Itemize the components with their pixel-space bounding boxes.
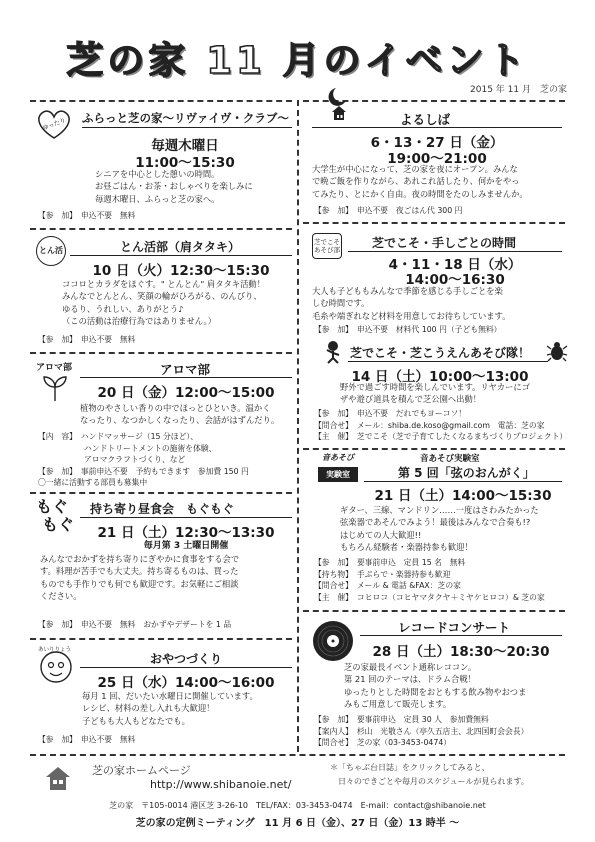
event-date-oyatsu: 25 日（水）14:00〜16:00 xyxy=(97,675,275,691)
event-day-relive: 毎週木曜日 xyxy=(151,138,219,154)
title-underline xyxy=(80,517,292,518)
event-info-record: 【参 加】 要事前申込 定員 30 人 参加費無料 【案内人】 杉山 光敬さん（亭久五店主、北四国町会会長） 【問合せ】 芝の家（03-3453-0474） xyxy=(314,715,529,747)
event-date-aroma: 20 日（金）12:00〜15:00 xyxy=(97,385,275,401)
event-desc-mogumogu: みんなでおかずを持ち寄りにぎやかに食事をする会で す。料理が苦手でも大丈夫。持ち寄るものは、買った ものでも手作りでも何でも歓迎です。お気軽にご相談 ください。 xyxy=(40,554,240,601)
event-info-oyatsu: 【参 加】 申込不要 無料 xyxy=(38,735,136,744)
event-title-tonkatsu: とん活部（肩タタキ） xyxy=(120,240,241,254)
event-desc-oyatsu: 毎月 1 回、だいたい水曜日に開催しています。 レシピ、材料の差し入れも大歓迎！ 子どもも大人もどなたでも。 xyxy=(82,691,258,726)
event-title-ongaku: 第 5 回「弦のおんがく」 xyxy=(398,466,535,480)
divider xyxy=(303,222,565,224)
event-info-relive: 【参 加】 申込不要 無料 xyxy=(38,211,136,220)
divider xyxy=(30,352,292,354)
title-underline xyxy=(312,127,562,128)
aroma-label: アロマ部 xyxy=(36,363,73,373)
event-desc-aroma: 植物のやさしい香りの中でほっとひといき。温かく なったり、なつかしくなったり、会話がはずんだり。 xyxy=(80,403,280,426)
event-pre-ongaku: 音あそび実験室 xyxy=(420,454,480,464)
event-time-relive: 11:00〜15:30 xyxy=(135,155,235,171)
event-title-record: レコードコンサート xyxy=(398,620,511,635)
divider xyxy=(30,638,292,640)
moon-house-icon xyxy=(322,86,352,122)
event-desc-record: 芝の家最長イベント通称レココン。 第 21 回のテーマは、ドラム合戦！ ゆったりとした時間をおともする飲み物やおつま みもご用意して販売します。 xyxy=(344,662,527,709)
event-sub-mogumogu: 毎月第 3 土曜日開催 xyxy=(143,541,229,551)
homepage-label: 芝の家ホームページ xyxy=(92,764,191,777)
page-title: 芝の家 11 月のイベント xyxy=(66,39,529,82)
tonkatsu-badge-icon: とん活 xyxy=(36,236,66,266)
record-icon xyxy=(312,620,354,662)
footer-meeting: 芝の家の定例ミーティング 11 月 6 日（金）、27 日（金）13 時半 〜 xyxy=(135,818,460,829)
event-title-oyatsu: おやつづくり xyxy=(150,652,223,666)
divider xyxy=(303,448,565,450)
event-desc-asobitai: 野外で過ごす時間を楽しんでいます。リヤカーにゴ ザや遊び道具を積んで芝公園へ出動！ xyxy=(340,382,531,405)
page-subtitle: 2015 年 11 月 芝の家 xyxy=(470,85,567,95)
homepage-url[interactable]: http://www.shibanoie.net/ xyxy=(150,778,292,791)
event-desc-ongaku: ギター、三線、マンドリン……一度はさわみたかった 弦楽器であそんでみよう！最後はみんなで合奏も!? はじめての人大歓迎!! もちろん経験者・楽器持参も歓迎！ xyxy=(340,505,539,552)
face-badge-text: あいりりょう xyxy=(38,647,72,653)
title-underline xyxy=(80,377,292,378)
title-underline xyxy=(348,361,548,362)
title-underline xyxy=(364,481,562,482)
event-title-mogumogu: 持ち寄り昼食会 もぐもぐ xyxy=(90,502,235,516)
event-date-yorushiba: 6・13・27 日（金） xyxy=(370,135,504,151)
divider xyxy=(303,610,565,612)
event-desc-yorushiba: 大学生が中心になって、芝の家を夜にオープン。みんな で晩ご飯を作りながら、あれこれ話したり、何かをやっ てみたり、とにかく自由。夜の時間をたのしみませんか。 xyxy=(312,164,528,199)
event-info-tegoto: 【参 加】 申込不要 材料代 100 円（子ども無料） xyxy=(314,325,502,334)
event-desc-relive: シニアを中心とした憩いの時間。 お昼ごはん・お茶・おしゃべりを楽しみに 毎週木曜日、ふらっと芝の家へ。 xyxy=(95,169,253,204)
event-title-tegoto: 芝でこそ・手しごとの時間 xyxy=(372,236,517,250)
event-date-ongaku: 21 日（土）14:00〜15:30 xyxy=(374,488,552,504)
footer-note-1: ＊「ちゃぶ台日誌」をクリックしてみると、 xyxy=(330,763,490,772)
event-info-ongaku: 【参 加】 要事前申込 定員 15 名 無料 【持ち物】 手ぶらで・楽器持参も歓迎 【問合せ】 メール & 電話 &FAX：芝の家 【主 催】 コヒロコ（コヒヤマタクヤ＋ミヤケヒロコ）& 芝の家 xyxy=(314,558,545,602)
event-info-tonkatsu: 【参 加】 申込不要 無料 xyxy=(38,335,136,344)
event-date-mogumogu: 21 日（土）12:30〜13:30 xyxy=(97,525,275,541)
event-info-asobitai: 【参 加】 申込不要 だれでもヨーコソ！ 【問合せ】 メール：shiba.de.koso@gmail.com 電話：芝の家 【主 催】 芝でこそ（芝で子育てしたくなるまちづくりプロジェクト） xyxy=(314,409,568,441)
footer-note-2: 日々のできごとや毎月のスケジュールが見られます。 xyxy=(338,777,529,786)
event-desc-tegoto: 大人も子どももみんなで季節を感じる手しごとを楽 しむ時間です。 毛糸や端ぎれなど材料を用意してお待ちしています。 xyxy=(312,286,511,321)
event-date-asobitai: 14 日（土）10:00〜13:00 xyxy=(351,369,529,385)
title-underline xyxy=(80,667,292,668)
event-time-yorushiba: 19:00〜21:00 xyxy=(387,151,487,167)
event-title-relive: ふらっと芝の家〜リヴァイヴ・クラブ〜 xyxy=(82,111,289,125)
event-time-tegoto: 14:00〜16:30 xyxy=(405,272,505,288)
event-date-tonkatsu: 10 日（火）12:30〜15:30 xyxy=(92,263,270,279)
title-underline xyxy=(360,635,562,636)
footer-address: 芝の家 〒105-0014 港区芝 3-26-10 TEL/FAX：03-3453-0474 E-mail：contact@shibanoie.net xyxy=(109,801,486,810)
event-title-aroma: アロマ部 xyxy=(160,362,211,377)
event-title-asobitai: 芝でこそ・芝こうえんあそび隊！ xyxy=(350,346,531,360)
event-info-mogumogu: 【参 加】 申込不要 無料 おかずやデザートを 1 品 xyxy=(38,620,232,629)
heart-icon xyxy=(34,108,74,140)
event-desc-tonkatsu: ココロとカラダをほぐす。" とんとん" 肩タタキ活動！ みんなでとんとん、笑顔の輪がひろがる、のんびり、 ゆるり、うれしい、ありがとう♪ （この活動は治療行為ではありません。） xyxy=(62,279,265,326)
house-icon xyxy=(44,764,72,792)
heart-badge-text: ゆったり xyxy=(41,117,67,132)
asobibu-badge-icon: 芝でこそ あそび部 xyxy=(312,233,342,259)
event-date-record: 28 日（土）18:30〜20:30 xyxy=(372,644,550,660)
bug-icon xyxy=(546,340,568,362)
divider xyxy=(30,492,292,494)
event-info-yorushiba: 【参 加】 申込不要 夜ごはん代 300 円 xyxy=(314,206,463,215)
title-underline xyxy=(82,127,292,128)
face-icon xyxy=(36,645,76,685)
oto-asobi-logo: 音あそび 実験室 xyxy=(318,452,358,494)
mogumogu-logo: もぐ もぐ xyxy=(36,497,75,534)
column-divider xyxy=(297,100,299,752)
kid-icon xyxy=(322,340,344,364)
event-info-aroma: 【内 容】 ハンドマッサージ（15 分ほど）、 ハンドトリートメントの施術を体験、 アロマクラフトづくり、など 【参 加】 事前申込不要 予約もできます 参加費 150 円 〇一緒に活動する部員も募集中 xyxy=(38,432,249,487)
divider xyxy=(30,100,292,102)
divider xyxy=(30,228,292,230)
event-date-tegoto: 4・11・18 日（水） xyxy=(388,257,522,273)
title-underline xyxy=(70,255,292,256)
title-underline xyxy=(348,251,562,252)
event-title-yorushiba: よるしば xyxy=(400,112,451,127)
leaf-icon xyxy=(40,374,70,402)
divider xyxy=(30,754,565,756)
